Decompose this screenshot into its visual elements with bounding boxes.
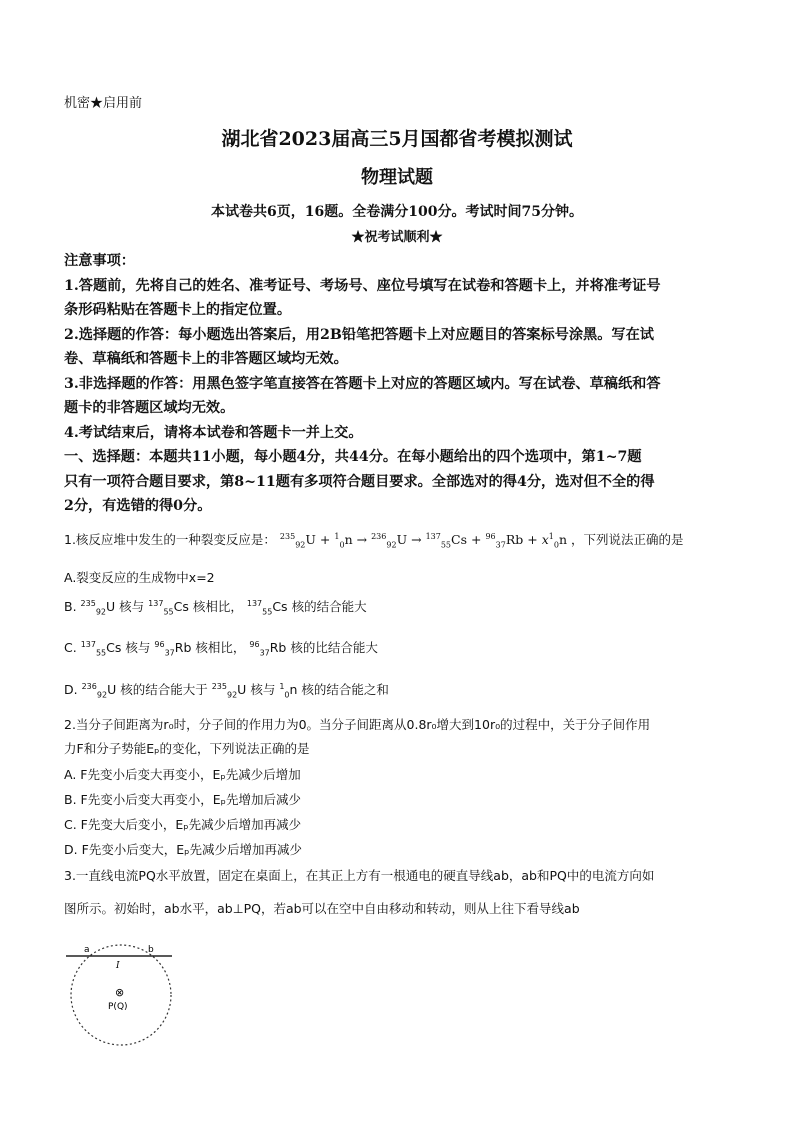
notes-line: 3.非选择题的作答：用黑色签字笔直接答在答题卡上对应的答题区域内。写在试卷、草稿纸和答 (64, 375, 661, 392)
notes-line: 题卡的非答题区域均无效。 (64, 400, 235, 416)
eq-rb: Rb (174, 640, 192, 655)
q2-option-d: D. F先变小后变大，Eₚ先减少后增加再减少 (64, 842, 303, 857)
notes-line: 条形码粘贴在答题卡上的指定位置。 (64, 302, 292, 318)
exam-subtitle: 物理试题 (361, 167, 433, 188)
q1-option-a: A.裂变反应的生成物中x=2 (64, 570, 215, 585)
option-text: 核的比结合能大 (290, 640, 378, 655)
exam-title: 湖北省2023届高三5月国都省考模拟测试 (221, 128, 573, 150)
q1-option-c: C. $^{137}_{55}$Cs 核与 $^{96}_{37}$Rb 核相比， $^{96}_{37}$Rb 核的比结合能大 (64, 639, 378, 658)
q1-stem (64, 530, 684, 550)
notes-block (64, 249, 732, 519)
eq-u236: U (396, 532, 408, 547)
eq-cs: Cs (106, 640, 122, 655)
option-text: 核的结合能之和 (301, 682, 389, 697)
q1-option-d: D. $^{236}_{92}$U 核的结合能大于 $^{235}_{92}$U 核与 $^1_0$n 核的结合能之和 (64, 681, 389, 700)
eq-arrow: → (411, 532, 422, 547)
eq-cs: Cs (173, 599, 189, 614)
option-text: 核相比， (195, 640, 246, 655)
exam-wish: ★祝考试顺利★ (351, 230, 443, 245)
option-label: B. (64, 599, 77, 614)
q3-diagram (64, 935, 184, 1055)
q2-stem-line1: 2.当分子间距离为r₀时，分子间的作用力为0。当分子间距离从0.8r₀增大到10r₀的过程中，关于分子间作用 (64, 717, 651, 732)
q3-stem-line2: 图所示。初始时，ab水平，ab⊥PQ，若ab可以在空中自由移动和转动，则从上往下看导线ab (64, 901, 580, 916)
q1-equation: $^{235}_{92}U + ^1_0n \to ^{236}_{92}U \to ^{137}_{55}Cs + ^{96}_{37}Rb + x^1_0n$ (279, 531, 568, 550)
eq-u235: U (106, 599, 116, 614)
option-text: 核的结合能大 (291, 599, 367, 614)
option-text: 核相比， (192, 599, 243, 614)
q1-stem-suffix: ，下列说法正确的是 (571, 532, 684, 547)
section-line: 2分，有选错的得0分。 (64, 498, 212, 514)
eq-cs: Cs (272, 599, 288, 614)
option-text: 核与 (119, 599, 145, 614)
confidential-label: 机密★启用前 (64, 96, 143, 111)
eq-plus: + (527, 532, 538, 547)
eq-u235: U (305, 532, 316, 547)
option-text: 核的结合能大于 (120, 682, 208, 697)
eq-plus: + (471, 532, 482, 547)
q1-stem-prefix: 1.核反应堆中发生的一种裂变反应是： (64, 532, 276, 547)
current-into-page-icon: ⊗ (115, 986, 125, 999)
notes-line: 2.选择题的作答：每小题选出答案后，用2B铅笔把答题卡上对应题目的答案标号涂黑。写在试 (64, 326, 654, 343)
label-pq: P(Q) (108, 1002, 128, 1012)
eq-rb: Rb (505, 532, 524, 547)
label-a: a (84, 945, 90, 955)
q2-option-a: A. F先变小后变大再变小，Eₚ先减少后增加 (64, 767, 301, 782)
option-label: D. (64, 682, 78, 697)
notes-line: 1.答题前，先将自己的姓名、准考证号、考场号、座位号填写在试卷和答题卡上，并将准考证号 (64, 277, 661, 294)
eq-x: x (541, 532, 549, 547)
notes-line: 卷、草稿纸和答题卡上的非答题区域均无效。 (64, 351, 348, 367)
option-text: 核与 (250, 682, 276, 697)
eq-u236: U (107, 682, 117, 697)
section-line: 只有一项符合题目要求，第8~11题有多项符合题目要求。全部选对的得4分，选对但不全的得 (64, 473, 655, 490)
eq-cs: Cs (451, 532, 468, 547)
q2-option-b: B. F先变小后变大再变小，Eₚ先增加后减少 (64, 792, 301, 807)
eq-plus: + (319, 532, 331, 547)
exam-info: 本试卷共6页，16题。全卷满分100分。考试时间75分钟。 (211, 204, 583, 220)
eq-rb: Rb (269, 640, 287, 655)
notes-heading: 注意事项： (64, 253, 135, 269)
option-text: 核与 (125, 640, 151, 655)
eq-neutron: n (344, 532, 353, 547)
q1-option-b: B. $^{235}_{92}$U 核与 $^{137}_{55}$Cs 核相比， $^{137}_{55}$Cs 核的结合能大 (64, 598, 367, 617)
label-current: I (116, 961, 120, 971)
section-line: 一、选择题：本题共11小题，每小题4分，共44分。在每小题给出的四个选项中，第1~7题 (64, 449, 642, 465)
eq-neutron: n (558, 532, 568, 547)
q2-option-c: C. F先变大后变小，Eₚ先减少后增加再减少 (64, 817, 302, 832)
q3-stem-line1: 3.一直线电流PQ水平放置，固定在桌面上，在其正上方有一根通电的硬直导线ab，ab和PQ中的电流方向如 (64, 868, 655, 883)
notes-line: 4.考试结束后，请将本试卷和答题卡一并上交。 (64, 424, 363, 441)
eq-neutron: n (289, 682, 298, 697)
q2-stem-line2: 力F和分子势能Eₚ的变化，下列说法正确的是 (64, 741, 310, 756)
eq-arrow: → (356, 532, 368, 547)
option-label: C. (64, 640, 77, 655)
eq-u235: U (237, 682, 247, 697)
label-b: b (148, 945, 154, 955)
